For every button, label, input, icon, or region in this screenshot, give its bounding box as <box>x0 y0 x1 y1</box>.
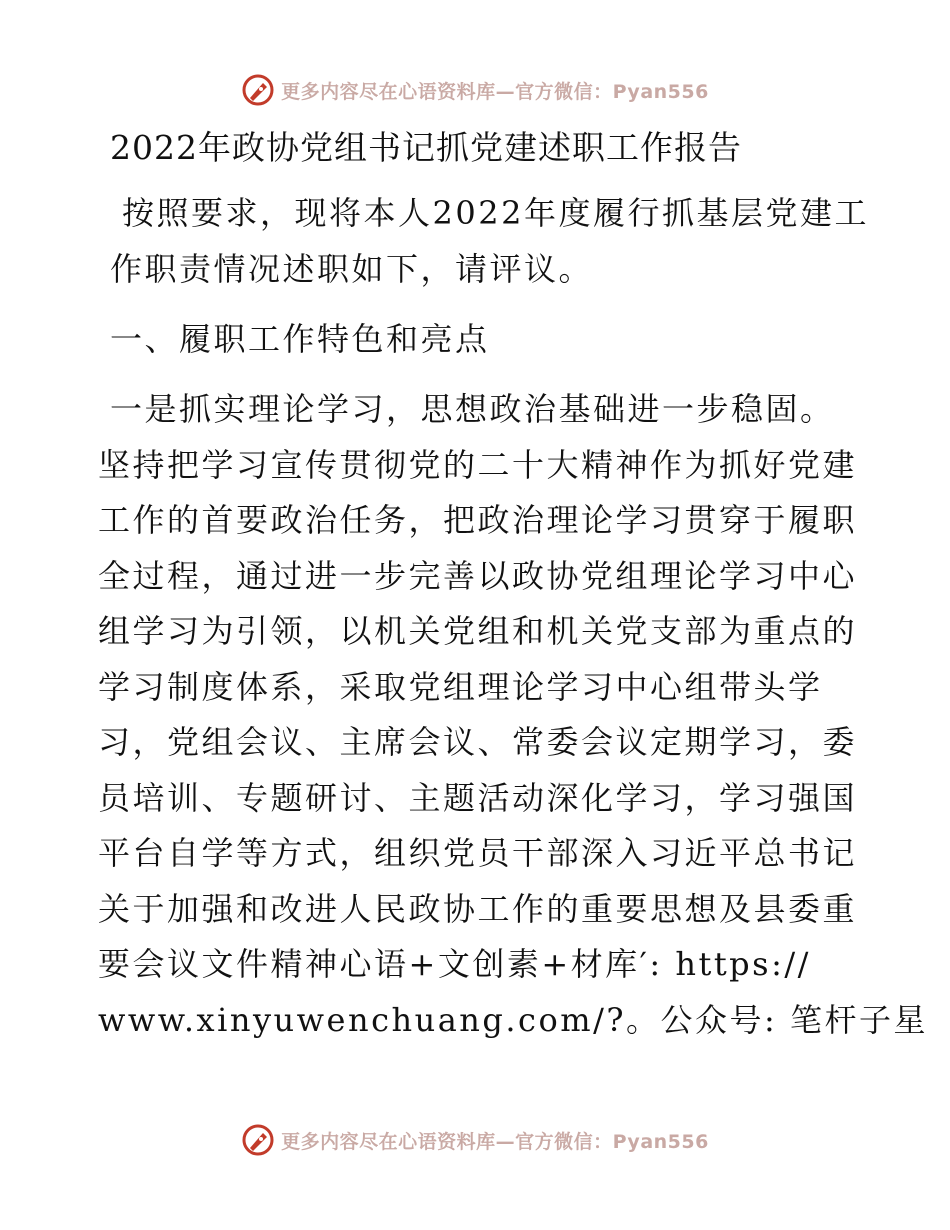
document-body <box>98 122 928 1062</box>
text-line: 学习制度体系，采取党组理论学习中心组带头学 <box>98 667 823 706</box>
text-line: 组学习为引领，以机关党组和机关党支部为重点的 <box>98 612 858 650</box>
text-line: 按照要求，现将本人2022年度履行抓基层党建工 <box>122 194 869 232</box>
pen-nib-logo-icon <box>241 73 275 107</box>
document-title: 2022年政协党组书记抓党建述职工作报告 <box>110 128 742 167</box>
text-line: www.xinyuwenchuang.com/?。公众号: 笔杆子星 <box>98 1000 928 1039</box>
text-line: 要会议文件精神心语+文创素+材库′: https:// <box>98 945 811 983</box>
text-line: 工作的首要政治任务，把政治理论学习贯穿于履职 <box>98 501 858 539</box>
watermark-banner-top <box>0 70 950 110</box>
watermark-text: 更多内容尽在心语资料库—官方微信：Pyan556 <box>281 80 709 103</box>
watermark-text: 更多内容尽在心语资料库—官方微信：Pyan556 <box>281 1130 709 1153</box>
body-paragraph <box>98 382 928 1048</box>
text-line: 坚持把学习宣传贯彻党的二十大精神作为抓好党建 <box>98 445 858 484</box>
intro-paragraph <box>98 186 869 297</box>
section-heading: 一、履职工作特色和亮点 <box>110 320 490 358</box>
text-line: 员培训、专题研讨、主题活动深化学习，学习强国 <box>98 778 858 817</box>
text-line: 平台自学等方式，组织党员干部深入习近平总书记 <box>98 834 858 872</box>
text-line: 关于加强和改进人民政协工作的重要思想及县委重 <box>98 889 858 928</box>
text-line: 习，党组会议、主席会议、常委会议定期学习，委 <box>98 723 858 761</box>
watermark-banner-bottom <box>0 1120 950 1160</box>
pen-nib-logo-icon <box>241 1123 275 1157</box>
text-line: 作职责情况述职如下，请评议。 <box>110 249 594 288</box>
text-line: 全过程，通过进一步完善以政协党组理论学习中心 <box>98 556 858 595</box>
text-line: 一是抓实理论学习，思想政治基础进一步稳固。 <box>110 390 835 428</box>
